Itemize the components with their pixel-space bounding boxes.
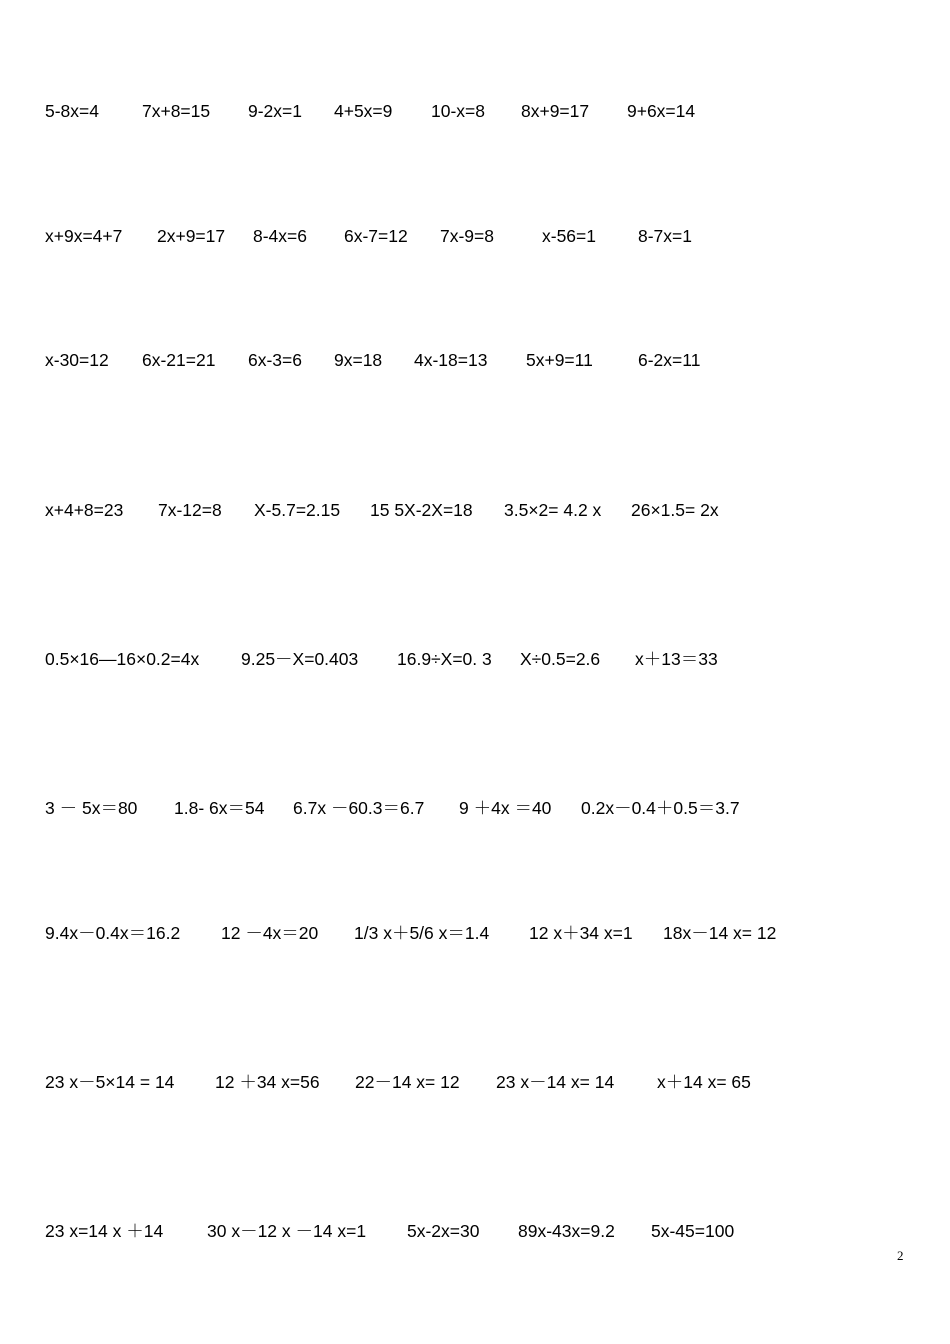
equation: 23 x－5×14 = 14 bbox=[45, 1072, 175, 1092]
equation: 6-2x=11 bbox=[638, 350, 701, 370]
equation: 6x-7=12 bbox=[344, 226, 408, 246]
equation: x＋13＝33 bbox=[635, 649, 718, 669]
equation-row bbox=[0, 1070, 950, 1094]
equation: 18x－14 x= 12 bbox=[663, 923, 777, 943]
equation: 4+5x=9 bbox=[334, 101, 393, 121]
equation-row bbox=[0, 348, 950, 372]
equation: 89x-43x=9.2 bbox=[518, 1221, 615, 1241]
equation: 9-2x=1 bbox=[248, 101, 302, 121]
equation: 7x-12=8 bbox=[158, 500, 222, 520]
equation: 9.4x－0.4x＝16.2 bbox=[45, 923, 181, 943]
equation: 0.5×16—16×0.2=4x bbox=[45, 649, 200, 669]
equation: 12 －4x＝20 bbox=[221, 923, 319, 943]
equation: 22－14 x= 12 bbox=[355, 1072, 460, 1092]
equation-row bbox=[0, 647, 950, 671]
equation: 5x-45=100 bbox=[651, 1221, 735, 1241]
equation: 6x-3=6 bbox=[248, 350, 302, 370]
equation: 8-7x=1 bbox=[638, 226, 692, 246]
equation: 7x-9=8 bbox=[440, 226, 494, 246]
equation: x-56=1 bbox=[542, 226, 596, 246]
equation: 0.2x－0.4＋0.5＝3.7 bbox=[581, 798, 740, 818]
equation: 3.5×2= 4.2 x bbox=[504, 500, 602, 520]
equation: x-30=12 bbox=[45, 350, 109, 370]
equation: 9x=18 bbox=[334, 350, 383, 370]
equation: X÷0.5=2.6 bbox=[520, 649, 601, 669]
equation: 5x-2x=30 bbox=[407, 1221, 480, 1241]
equation: 6.7x －60.3＝6.7 bbox=[293, 798, 425, 818]
equation-row bbox=[0, 921, 950, 945]
equation: X-5.7=2.15 bbox=[254, 500, 341, 520]
equation: 2x+9=17 bbox=[157, 226, 226, 246]
equation: x+4+8=23 bbox=[45, 500, 124, 520]
equation-row bbox=[0, 796, 950, 820]
equation-row bbox=[0, 498, 950, 522]
equation: x+9x=4+7 bbox=[45, 226, 123, 246]
equation: 9 ＋4x ＝40 bbox=[459, 798, 552, 818]
equation: 1.8- 6x＝54 bbox=[174, 798, 265, 818]
equation-row bbox=[0, 99, 950, 123]
equation: 12 x＋34 x=1 bbox=[529, 923, 633, 943]
page-number: 2 bbox=[897, 1248, 904, 1263]
equation: 5x+9=11 bbox=[526, 350, 593, 370]
equation: 8x+9=17 bbox=[521, 101, 590, 121]
equation: 30 x－12 x －14 x=1 bbox=[207, 1221, 367, 1241]
equation: 26×1.5= 2x bbox=[631, 500, 719, 520]
equation: 8-4x=6 bbox=[253, 226, 307, 246]
equation: 3 － 5x＝80 bbox=[45, 798, 138, 818]
equation: x＋14 x= 65 bbox=[657, 1072, 751, 1092]
equation-row bbox=[0, 1219, 950, 1243]
equation: 23 x=14 x ＋14 bbox=[45, 1221, 164, 1241]
equation: 7x+8=15 bbox=[142, 101, 211, 121]
equation: 6x-21=21 bbox=[142, 350, 216, 370]
equation: 9+6x=14 bbox=[627, 101, 696, 121]
equation: 12 ＋34 x=56 bbox=[215, 1072, 320, 1092]
equation: 9.25－X=0.403 bbox=[241, 649, 359, 669]
equation: 1/3 x＋5/6 x＝1.4 bbox=[354, 923, 490, 943]
equation: 15 5X-2X=18 bbox=[370, 500, 473, 520]
equation: 10-x=8 bbox=[431, 101, 485, 121]
equation: 16.9÷X=0. 3 bbox=[397, 649, 492, 669]
equation: 23 x－14 x= 14 bbox=[496, 1072, 615, 1092]
equation: 5-8x=4 bbox=[45, 101, 99, 121]
equation-row bbox=[0, 224, 950, 248]
equation: 4x-18=13 bbox=[414, 350, 488, 370]
